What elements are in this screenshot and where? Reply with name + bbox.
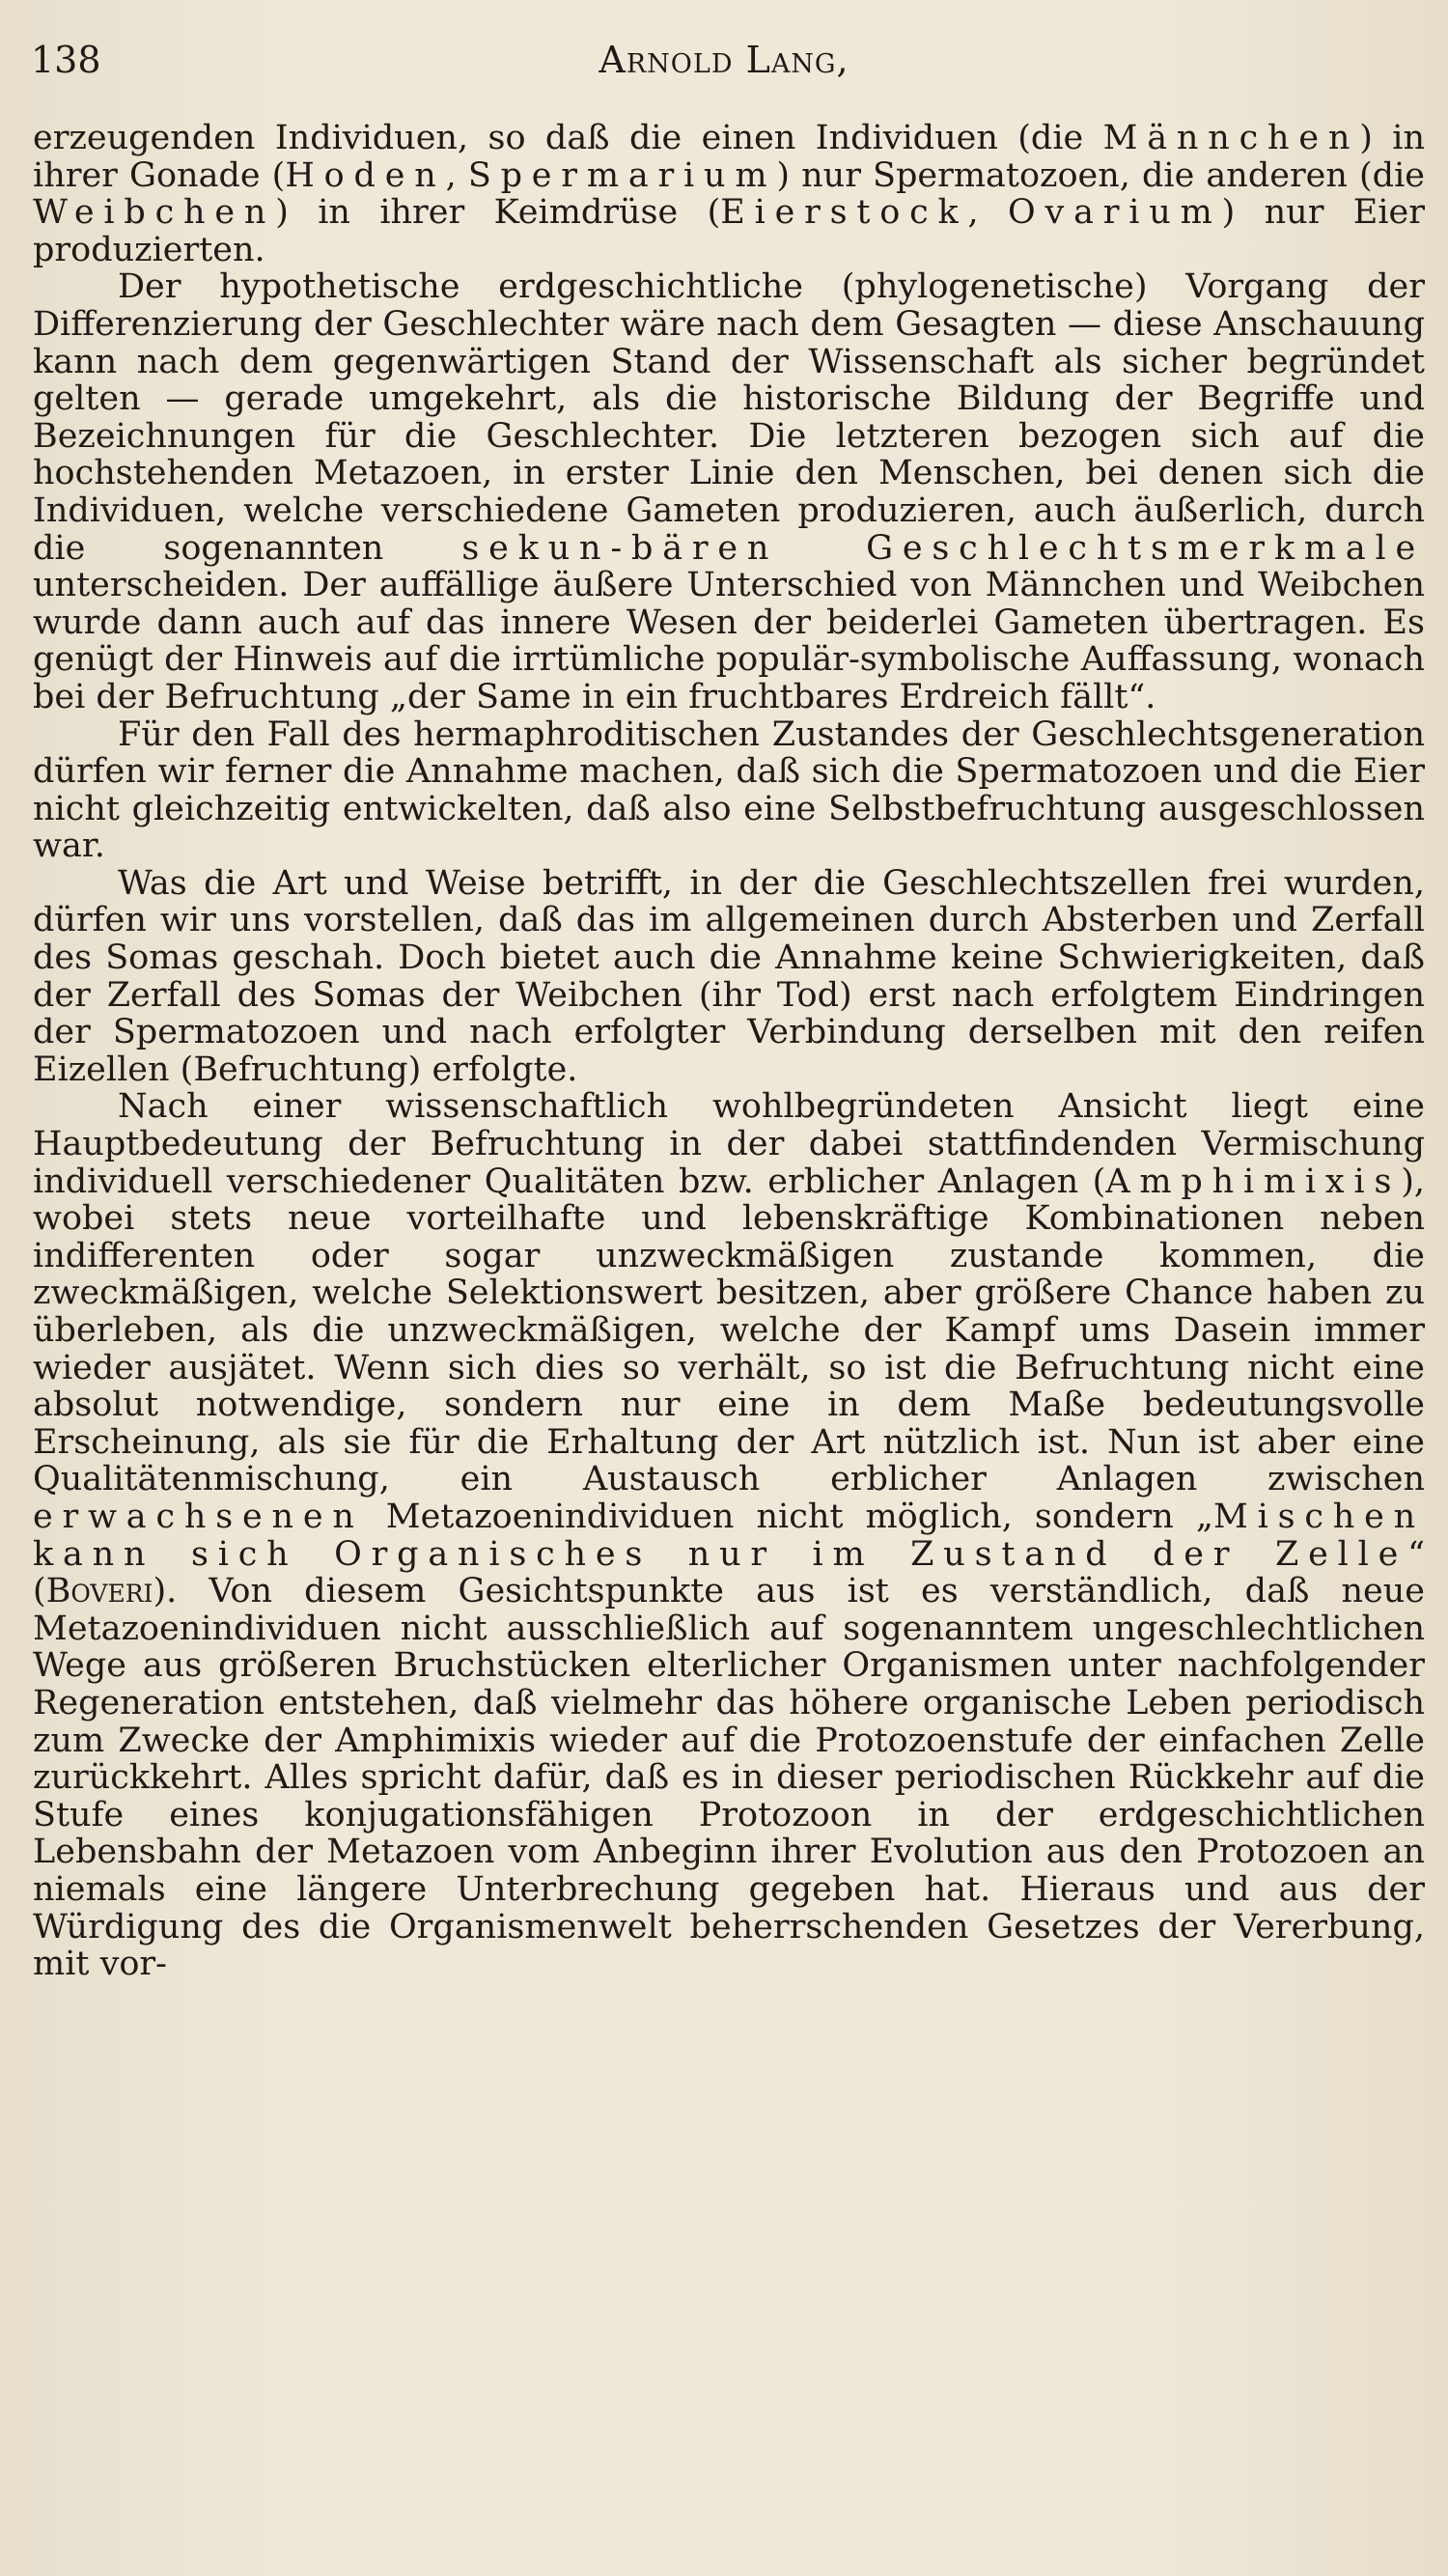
- author-name: Boveri: [45, 1572, 153, 1611]
- page-header: [31, 39, 1417, 87]
- text-run: Metazoenindividuen nicht möglich, sondern „: [363, 1497, 1213, 1536]
- body-text: [33, 120, 1425, 1983]
- spaced-emphasis: Amphimixis: [1105, 1162, 1402, 1201]
- text-run: “ (: [33, 1534, 1425, 1611]
- spaced-emphasis: Weibchen: [33, 193, 276, 233]
- spaced-emphasis: Mischen kann sich Organisches nur im Zustand der Zelle: [33, 1497, 1425, 1574]
- paragraph-3: [33, 716, 1425, 865]
- text-run: erzeugenden Individuen, so daß die einen Individuen (die: [33, 119, 1103, 157]
- text-run: Für den Fall des hermaphroditischen Zustandes der Geschlechtsgeneration dürfen wir ferner die Annahme machen, daß sich die Spermatozoen und die Eier nicht gleichzeitig entwickelten, daß also eine Selbstbefruchtung ausgeschlossen war.: [33, 714, 1425, 866]
- text-run: Nach einer wissenschaftlich wohlbegründeten Ansicht liegt eine Hauptbedeutung der Befruchtung in der dabei stattfindenden Vermischung individuell verschiedener Qualitäten bzw. erblicher Anlagen (: [33, 1087, 1425, 1201]
- text-run: ) in ihrer Keimdrüse (: [275, 193, 721, 233]
- spaced-emphasis: Eierstock: [720, 193, 968, 233]
- paragraph-5: [33, 1088, 1425, 1982]
- text-run: ) in ihrer Gonade (: [33, 119, 1425, 195]
- text-run: unterscheiden. Der auffällige äußere Unterschied von Männchen und Weibchen wurde dann auch auf das innere Wesen der beiderlei Gameten übertragen. Es genügt der Hinweis auf die irrtümliche populär-symbolische Auffassung, wonach bei der Befruchtung „der Same in ein fruchtbares Erdreich fällt“.: [33, 566, 1425, 716]
- running-head: Arnold Lang,: [599, 39, 849, 81]
- paragraph-2: [33, 268, 1425, 715]
- text-run: Was die Art und Weise betrifft, in der die Geschlechtszellen frei wurden, dürfen wir uns vorstellen, daß das im allgemeinen durch Absterben und Zerfall des Somas geschah. Doch bietet auch die Annahme keine Schwierigkeiten, daß der Zerfall des Somas der Weibchen (ihr Tod) erst nach erfolgtem Eindringen der Spermatozoen und nach erfolgter Verbindung derselben mit den reifen Eizellen (Befruchtung) erfolgte.: [33, 863, 1425, 1089]
- spaced-emphasis: erwachsenen: [33, 1497, 364, 1536]
- paragraph-4: [33, 865, 1425, 1089]
- paragraph-1: [33, 120, 1425, 268]
- spaced-emphasis: sekun-bären Geschlechtsmerkmale: [461, 528, 1425, 568]
- spaced-emphasis: Männchen: [1102, 119, 1360, 157]
- text-run: ,: [967, 193, 1009, 233]
- text-run: Der hypothetische erdgeschichtliche (phylogenetische) Vorgang der Differenzierung der Geschlechter wäre nach dem Gesagten — diese Anschauung kann nach dem gegenwärtigen Stand der Wissenschaft als sicher begründet gelten — gerade umgekehrt, als die historische Bildung der Begriffe und Bezeichnungen für die Geschlechter. Die letzteren bezogen sich auf die hochstehenden Metazoen, in erster Linie den Menschen, bei denen sich die Individuen, welche verschiedene Gameten produzieren, auch äußerlich, durch die sogenannten: [33, 267, 1425, 568]
- text-run: ), wobei stets neue vorteilhafte und lebenskräftige Kombinationen neben indifferenten oder sogar unzweckmäßigen zustande kommen, die zweckmäßigen, welche Selektionswert besitzen, aber größere Chance haben zu überleben, als die unzweckmäßigen, welche der Kampf ums Dasein immer wieder ausjätet. Wenn sich dies so verhält, so ist die Befruchtung nicht eine absolut notwendige, sondern nur eine in dem Maße bedeutungsvolle Erscheinung, als sie für die Erhaltung der Art nützlich ist. Nun ist aber eine Qualitätenmischung, ein Austausch erblicher Anlagen zwischen: [33, 1162, 1425, 1499]
- text-run: ,: [445, 155, 468, 195]
- text-run: ). Von diesem Gesichtspunkte aus ist es verständlich, daß neue Metazoenindividuen nicht ausschließlich auf sogenanntem ungeschlechtlichen Wege aus größeren Bruchstücken elterlicher Organismen unter nachfolgender Regeneration entstehen, daß vielmehr das höhere organische Leben periodisch zum Zwecke der Amphimixis wieder auf die Protozoenstufe der einfachen Zelle zurückkehrt. Alles spricht dafür, daß es in dieser periodischen Rückkehr auf die Stufe eines konjugationsfähigen Protozoon in der erdgeschichtlichen Lebensbahn der Metazoen vom Anbeginn ihrer Evolution aus den Protozoen an niemals eine längere Unterbrechung gegeben hat. Hieraus und aus der Würdigung des die Organismenwelt beherrschenden Gesetzes der Vererbung, mit vor-: [33, 1572, 1425, 1984]
- spaced-emphasis: Ovarium: [1008, 193, 1222, 233]
- text-run: ) nur Spermatozoen, die anderen (die: [776, 155, 1425, 195]
- spaced-emphasis: Spermarium: [467, 155, 777, 195]
- spaced-emphasis: Hoden: [285, 155, 446, 195]
- text-run: ) nur Eier produzierten.: [33, 193, 1425, 269]
- page-number: 138: [31, 39, 101, 81]
